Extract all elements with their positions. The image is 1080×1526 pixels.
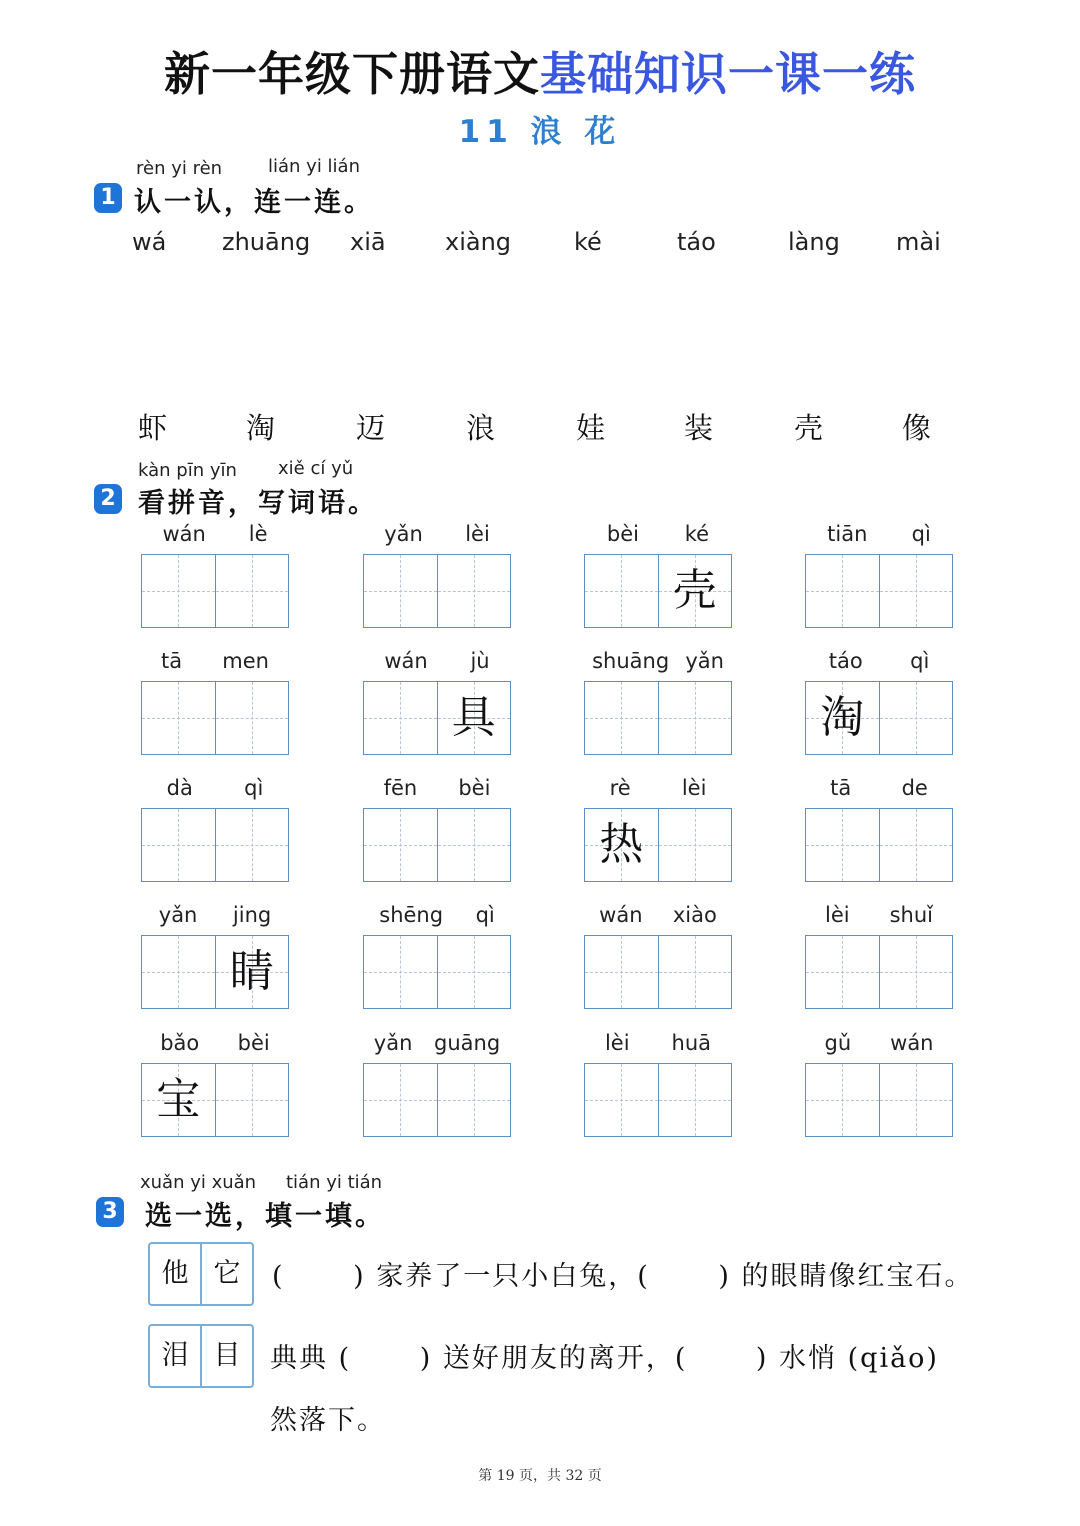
writing-box-pair[interactable] — [805, 681, 953, 755]
given-char — [585, 1064, 658, 1136]
given-char — [364, 936, 437, 1008]
choice-option: 它 — [200, 1244, 252, 1304]
sentence-1: ( ) 家养了一只小白兔，( ) 的眼睛像红宝石。 — [272, 1261, 974, 1292]
writing-cell[interactable] — [437, 1064, 511, 1136]
pinyin-syllable: lèi — [465, 522, 490, 546]
given-char — [880, 1064, 953, 1136]
q1-pinyin-item: xiàng — [445, 228, 512, 256]
given-char — [659, 936, 732, 1008]
pinyin-syllable: jù — [470, 649, 490, 673]
writing-cell[interactable] — [585, 936, 658, 1008]
writing-cell[interactable] — [215, 555, 289, 627]
title-part1: 新一年级下册语文 — [164, 47, 540, 101]
writing-box-pair[interactable] — [805, 808, 953, 882]
given-char: 壳 — [672, 565, 717, 616]
pinyin-syllable: lèi — [825, 903, 850, 927]
pinyin-syllable: gǔ — [824, 1031, 852, 1055]
pinyin-syllable: jing — [232, 903, 272, 927]
s1-pinyin-a: rèn yi rèn — [136, 158, 223, 179]
pinyin-syllable: ké — [684, 522, 710, 546]
writing-cell[interactable] — [437, 555, 511, 627]
word-pinyin — [805, 776, 953, 800]
given-char: 淘 — [820, 692, 865, 743]
sentence-2a: 典典 ( ) 送好朋友的离开，( ) 水悄 (qiǎo) — [270, 1343, 939, 1374]
page-footer: 第 19 页，共 32 页 — [478, 1468, 602, 1484]
writing-box-pair[interactable] — [363, 554, 511, 628]
writing-cell[interactable] — [658, 936, 732, 1008]
writing-box-pair[interactable] — [141, 554, 289, 628]
given-char — [659, 1064, 732, 1136]
pinyin-syllable: qì — [910, 649, 930, 673]
writing-cell[interactable] — [585, 1064, 658, 1136]
given-char — [806, 1064, 879, 1136]
word-pinyin — [141, 776, 289, 800]
pinyin-syllable: rè — [609, 776, 631, 800]
word-pinyin — [805, 1031, 953, 1055]
word-pinyin — [363, 903, 511, 927]
q1-char-item: 像 — [902, 411, 932, 445]
pinyin-syllable: tā — [830, 776, 852, 800]
word-pinyin — [141, 522, 289, 546]
word-pinyin — [141, 1031, 289, 1055]
pinyin-syllable: bǎo — [160, 1031, 200, 1055]
given-char — [880, 936, 953, 1008]
given-char — [142, 936, 215, 1008]
q1-pinyin-item: zhuāng — [222, 228, 311, 256]
writing-cell[interactable] — [215, 1064, 289, 1136]
given-char — [216, 682, 289, 754]
word-pinyin — [584, 522, 732, 546]
pinyin-syllable: bèi — [237, 1031, 270, 1055]
given-char — [585, 555, 658, 627]
word-pinyin — [584, 776, 732, 800]
pinyin-syllable: yǎn — [373, 1031, 413, 1055]
writing-cell[interactable] — [364, 1064, 437, 1136]
given-char — [806, 936, 879, 1008]
word-pinyin — [363, 776, 511, 800]
q1-pinyin-item: xiā — [350, 228, 386, 256]
writing-cell[interactable] — [879, 1064, 953, 1136]
pinyin-syllable: shuāng — [592, 649, 670, 673]
q1-pinyin-item: làng — [788, 228, 840, 256]
writing-cell[interactable] — [364, 682, 437, 754]
word-pinyin — [805, 649, 953, 673]
writing-box-pair[interactable] — [363, 808, 511, 882]
word-pinyin — [805, 903, 953, 927]
writing-box-pair[interactable] — [363, 681, 511, 755]
given-char — [364, 682, 437, 754]
pinyin-syllable: wán — [162, 522, 206, 546]
given-char: 热 — [599, 819, 644, 870]
writing-cell[interactable] — [806, 682, 879, 754]
given-char — [364, 809, 437, 881]
pinyin-syllable: wán — [384, 649, 428, 673]
word-pinyin — [363, 522, 511, 546]
writing-cell[interactable] — [658, 1064, 732, 1136]
choice-option: 目 — [200, 1326, 252, 1386]
writing-box-pair[interactable] — [584, 808, 732, 882]
pinyin-syllable: bèi — [458, 776, 491, 800]
section-1-number: 1 — [94, 183, 122, 213]
word-pinyin — [584, 903, 732, 927]
writing-cell[interactable] — [658, 682, 732, 754]
q1-pinyin-item: wá — [132, 228, 167, 256]
title-part2: 基础知识一课一练 — [540, 47, 916, 101]
s3-pinyin-b: tián yi tián — [286, 1172, 383, 1193]
choice-book-1 — [148, 1242, 254, 1306]
pinyin-syllable: yǎn — [384, 522, 423, 546]
writing-cell[interactable] — [879, 809, 953, 881]
word-pinyin — [363, 649, 511, 673]
q1-char-item: 壳 — [794, 411, 824, 445]
pinyin-syllable: qì — [475, 903, 495, 927]
q1-char-item: 虾 — [138, 411, 168, 445]
pinyin-syllable: qì — [244, 776, 264, 800]
writing-box-pair[interactable] — [805, 1063, 953, 1137]
sentence-2b: 然落下。 — [270, 1405, 386, 1436]
given-char — [880, 555, 953, 627]
word-pinyin — [584, 649, 732, 673]
writing-box-pair[interactable] — [141, 681, 289, 755]
writing-box-pair[interactable] — [141, 935, 289, 1009]
writing-cell[interactable] — [585, 682, 658, 754]
given-char — [364, 1064, 437, 1136]
writing-cell[interactable] — [142, 936, 215, 1008]
writing-cell[interactable] — [215, 936, 289, 1008]
pinyin-syllable: tā — [161, 649, 183, 673]
pinyin-syllable: dà — [166, 776, 193, 800]
given-char — [216, 1064, 289, 1136]
s2-pinyin-b: xiě cí yǔ — [278, 458, 354, 479]
writing-cell[interactable] — [806, 1064, 879, 1136]
writing-box-pair[interactable] — [584, 681, 732, 755]
writing-cell[interactable] — [142, 555, 215, 627]
s1-pinyin-b: lián yi lián — [268, 156, 360, 177]
writing-box-pair[interactable] — [363, 935, 511, 1009]
given-char: 具 — [451, 692, 496, 743]
given-char — [585, 936, 658, 1008]
section-2-heading: 看拼音，写词语。 — [138, 488, 378, 519]
given-char — [880, 809, 953, 881]
given-char — [880, 682, 953, 754]
choice-option: 他 — [161, 1258, 189, 1289]
writing-cell[interactable] — [806, 936, 879, 1008]
section-3-number: 3 — [96, 1197, 124, 1227]
writing-cell[interactable] — [215, 809, 289, 881]
given-char — [806, 555, 879, 627]
given-char — [216, 555, 289, 627]
given-char — [438, 555, 511, 627]
given-char — [142, 555, 215, 627]
writing-box-pair[interactable] — [805, 935, 953, 1009]
writing-cell[interactable] — [437, 936, 511, 1008]
given-char — [364, 555, 437, 627]
writing-cell[interactable] — [879, 936, 953, 1008]
given-char — [142, 809, 215, 881]
writing-box-pair[interactable] — [584, 1063, 732, 1137]
pinyin-syllable: táo — [828, 649, 863, 673]
writing-cell[interactable] — [806, 555, 879, 627]
s2-pinyin-a: kàn pīn yīn — [138, 460, 237, 481]
given-char — [438, 936, 511, 1008]
writing-cell[interactable] — [215, 682, 289, 754]
pinyin-syllable: wán — [599, 903, 643, 927]
writing-cell[interactable] — [806, 809, 879, 881]
writing-cell[interactable] — [142, 1064, 215, 1136]
q1-char-item: 淘 — [246, 411, 276, 445]
writing-cell[interactable] — [585, 555, 658, 627]
writing-cell[interactable] — [364, 936, 437, 1008]
given-char — [806, 809, 879, 881]
q1-char-item: 装 — [684, 411, 714, 445]
pinyin-syllable: shēng — [379, 903, 444, 927]
choice-book-2 — [148, 1324, 254, 1388]
writing-box-pair[interactable] — [584, 935, 732, 1009]
q1-pinyin-item: ké — [574, 228, 602, 256]
s3-pinyin-a: xuǎn yi xuǎn — [140, 1172, 257, 1193]
writing-box-pair[interactable] — [584, 554, 732, 628]
section-1-heading: 认一认，连一连。 — [134, 187, 374, 218]
pinyin-syllable: de — [901, 776, 928, 800]
writing-cell[interactable] — [142, 809, 215, 881]
word-pinyin — [141, 903, 289, 927]
q1-char-item: 浪 — [466, 411, 496, 445]
pinyin-syllable: shuǐ — [889, 903, 933, 927]
pinyin-syllable: tiān — [827, 522, 868, 546]
pinyin-syllable: lè — [248, 522, 268, 546]
writing-box-pair[interactable] — [141, 1063, 289, 1137]
given-char — [216, 809, 289, 881]
word-pinyin — [363, 1031, 511, 1055]
q1-char-item: 迈 — [356, 411, 386, 445]
given-char — [142, 682, 215, 754]
pinyin-syllable: men — [222, 649, 269, 673]
pinyin-syllable: wán — [890, 1031, 934, 1055]
writing-cell[interactable] — [437, 682, 511, 754]
pinyin-syllable: lèi — [604, 1031, 630, 1055]
writing-cell[interactable] — [658, 809, 732, 881]
choice-option: 泪 — [161, 1340, 189, 1371]
q1-pinyin-item: mài — [896, 228, 941, 256]
page-title — [0, 38, 1080, 104]
writing-cell[interactable] — [437, 809, 511, 881]
writing-box-pair[interactable] — [363, 1063, 511, 1137]
writing-cell[interactable] — [585, 809, 658, 881]
writing-cell[interactable] — [658, 555, 732, 627]
pinyin-syllable: yǎn — [158, 903, 198, 927]
pinyin-syllable: qì — [911, 522, 931, 546]
writing-cell[interactable] — [879, 555, 953, 627]
word-pinyin — [141, 649, 289, 673]
pinyin-syllable: xiào — [672, 903, 717, 927]
word-pinyin — [805, 522, 953, 546]
pinyin-syllable: fēn — [383, 776, 418, 800]
pinyin-syllable: huā — [671, 1031, 712, 1055]
writing-box-pair[interactable] — [141, 808, 289, 882]
given-char — [659, 682, 732, 754]
writing-cell[interactable] — [142, 682, 215, 754]
writing-cell[interactable] — [364, 555, 437, 627]
word-pinyin — [584, 1031, 732, 1055]
given-char — [438, 1064, 511, 1136]
given-char: 宝 — [156, 1074, 201, 1125]
writing-cell[interactable] — [364, 809, 437, 881]
pinyin-syllable: guāng — [434, 1031, 501, 1055]
given-char — [438, 809, 511, 881]
given-char — [585, 682, 658, 754]
given-char — [659, 809, 732, 881]
writing-cell[interactable] — [879, 682, 953, 754]
pinyin-syllable: yǎn — [685, 649, 724, 673]
section-2-number: 2 — [94, 484, 122, 514]
section-3-heading: 选一选，填一填。 — [145, 1201, 385, 1232]
writing-box-pair[interactable] — [805, 554, 953, 628]
q1-char-item: 娃 — [576, 411, 606, 445]
pinyin-syllable: lèi — [681, 776, 707, 800]
given-char: 睛 — [229, 946, 274, 997]
lesson-title: 11 浪 花 — [458, 114, 622, 150]
q1-pinyin-item: táo — [677, 228, 716, 256]
pinyin-syllable: bèi — [606, 522, 639, 546]
